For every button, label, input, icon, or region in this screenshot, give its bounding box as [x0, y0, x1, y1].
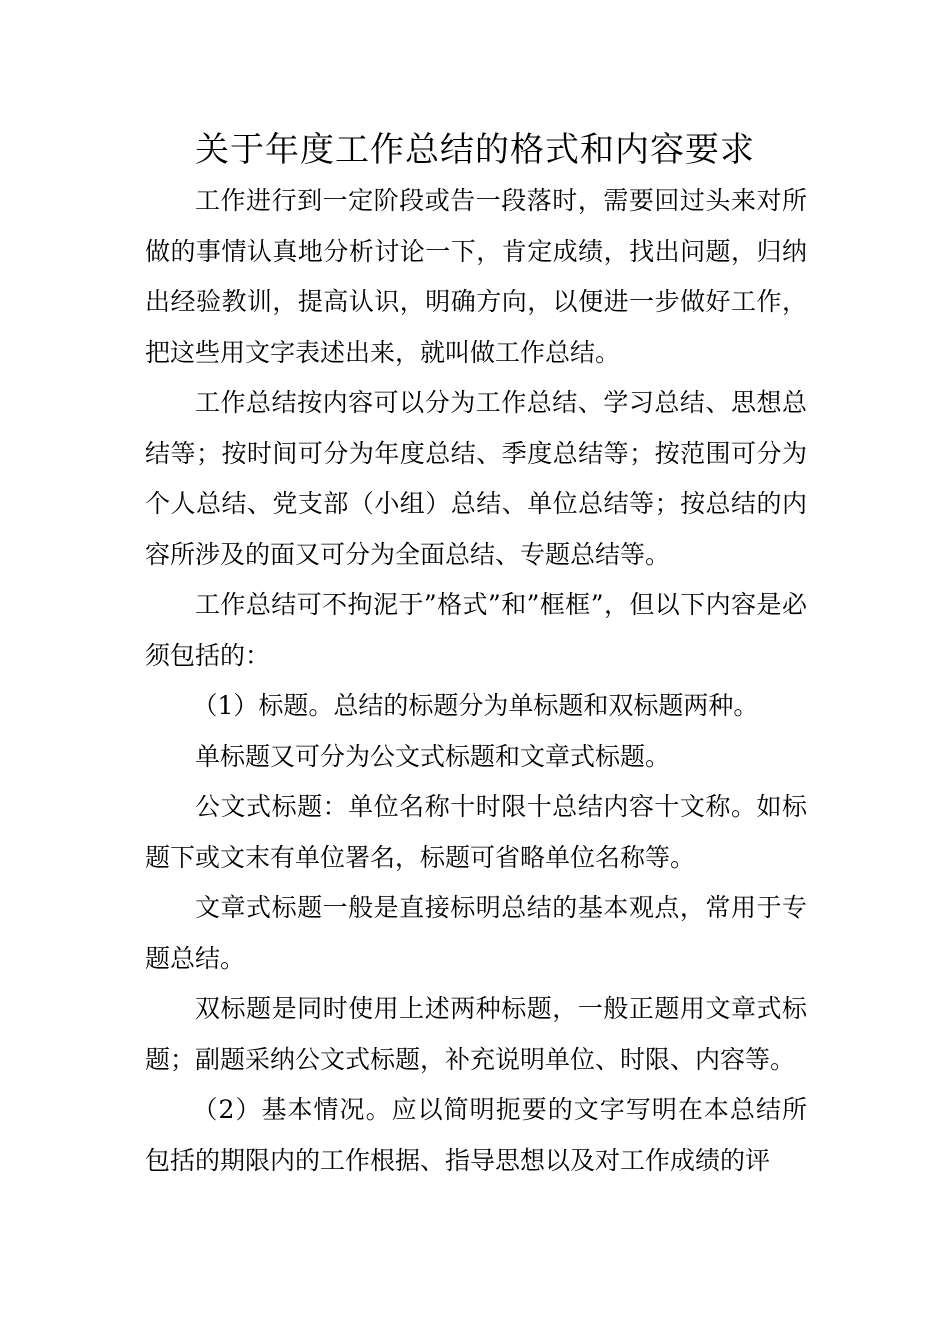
paragraph-section-title: （1）标题。总结的标题分为单标题和双标题两种。 [192, 691, 759, 720]
document-body [145, 176, 807, 1186]
paragraph-required-content: 工作总结可不拘泥于”格式”和”框框”，但以下内容是必须包括的： [145, 590, 807, 670]
paragraph-article-title: 文章式标题一般是直接标明总结的基本观点，常用于专题总结。 [145, 893, 807, 973]
paragraph-single-title: 单标题又可分为公文式标题和文章式标题。 [195, 741, 671, 771]
document-title: 关于年度工作总结的格式和内容要求 [195, 130, 755, 170]
paragraph-double-title: 双标题是同时使用上述两种标题，一般正题用文章式标题；副题采纳公文式标题，补充说明单位、时限、内容等。 [145, 994, 807, 1074]
paragraph-basic-situation: （2）基本情况。应以简明扼要的文字写明在本总结所包括的期限内的工作根据、指导思想以及对工作成绩的评 [145, 1095, 807, 1175]
paragraph-definition: 工作进行到一定阶段或告一段落时，需要回过头来对所做的事情认真地分析讨论一下，肯定成绩，找出问题，归纳出经验教训，提高认识，明确方向，以便进一步做好工作，把这些用文字表述出来，就叫做工作总结。 [145, 186, 807, 367]
paragraph-official-title: 公文式标题：单位名称十时限十总结内容十文称。如标题下或文末有单位署名，标题可省略单位名称等。 [145, 792, 807, 872]
paragraph-classification: 工作总结按内容可以分为工作总结、学习总结、思想总结等；按时间可分为年度总结、季度总结等；按范围可分为个人总结、党支部（小组）总结、单位总结等；按总结的内容所涉及的面又可分为全面总结、专题总结等。 [145, 388, 807, 569]
